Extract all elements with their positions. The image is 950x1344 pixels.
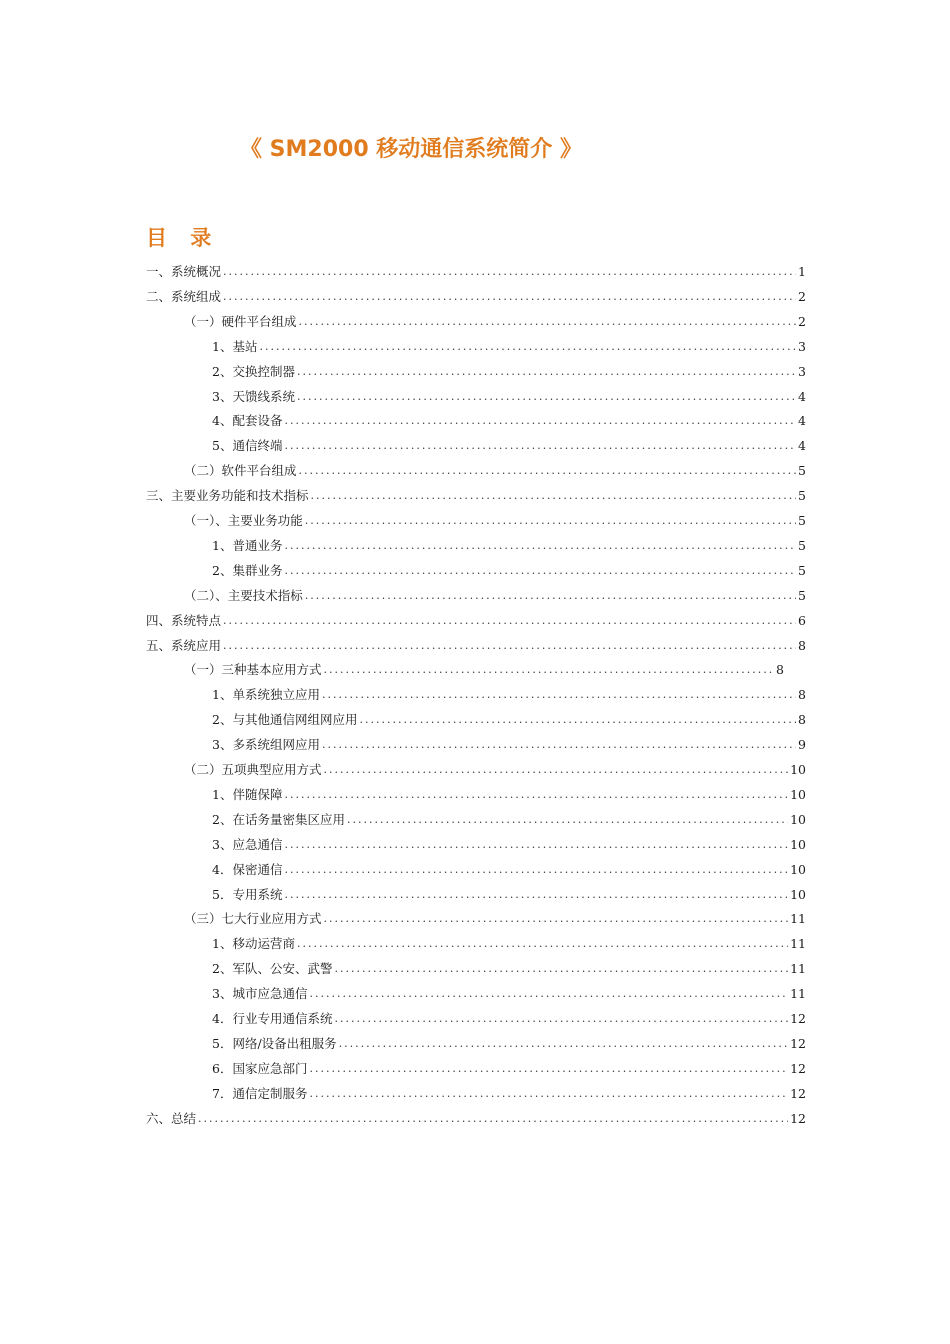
toc-entry-page-number: 3 [798, 338, 806, 354]
toc-entry-label: 2、集群业务 [212, 562, 283, 578]
toc-entry[interactable] [146, 262, 806, 282]
toc-entry-page-number: 4 [798, 438, 806, 454]
toc-leader-dots [284, 411, 796, 431]
toc-leader-dots [223, 262, 796, 282]
toc-leader-dots [299, 461, 797, 481]
toc-leader-dots [284, 885, 788, 905]
toc-heading: 目 录 [146, 226, 220, 250]
toc-entry[interactable] [212, 411, 806, 431]
toc-entry-label: （二）、主要技术指标 [184, 587, 303, 603]
toc-entry-page-number: 11 [790, 911, 806, 927]
document-title: 《 SM2000 移动通信系统简介 》 [240, 137, 582, 162]
toc-entry-label: （一）硬件平台组成 [184, 313, 297, 329]
toc-entry-page-number: 4 [798, 413, 806, 429]
toc-entry[interactable] [184, 909, 806, 929]
toc-leader-dots [297, 387, 796, 407]
toc-entry-label: （三）七大行业应用方式 [184, 911, 322, 927]
toc-entry-page-number: 10 [790, 836, 806, 852]
toc-entry-page-number: 5 [798, 488, 806, 504]
toc-entry-page-number: 2 [798, 313, 806, 329]
toc-entry-page-number: 5 [798, 587, 806, 603]
toc-entry-label: 二、系统组成 [146, 288, 222, 304]
toc-leader-dots [309, 1084, 788, 1104]
toc-entry[interactable] [212, 387, 806, 407]
toc-leader-dots [297, 934, 788, 954]
toc-entry[interactable] [146, 1109, 806, 1129]
toc-entry[interactable] [212, 835, 806, 855]
toc-entry[interactable] [184, 586, 806, 606]
toc-leader-dots [322, 735, 796, 755]
toc-entry-label: 6．国家应急部门 [212, 1060, 308, 1076]
toc-leader-dots [359, 710, 796, 730]
toc-entry-label: （一）、主要业务功能 [184, 513, 303, 528]
toc-entry[interactable] [212, 810, 806, 830]
toc-entry-label: 1、普通业务 [212, 537, 283, 553]
toc-leader-dots [284, 860, 788, 880]
toc-entry[interactable] [212, 337, 806, 357]
toc-entry-label: 4．保密通信 [212, 861, 283, 877]
toc-entry[interactable] [212, 710, 806, 730]
toc-entry-label: （一）三种基本应用方式 [184, 662, 322, 678]
toc-entry-label: 1、移动运营商 [212, 936, 295, 952]
toc-leader-dots [284, 785, 788, 805]
toc-entry-label: 一、系统概况 [146, 264, 222, 279]
toc-entry[interactable] [212, 1084, 806, 1104]
toc-leader-dots [324, 660, 775, 680]
toc-entry[interactable] [212, 1059, 806, 1079]
toc-entry[interactable] [212, 1009, 806, 1029]
toc-entry-page-number: 12 [790, 1110, 806, 1126]
toc-entry-page-number: 8 [798, 687, 806, 703]
toc-leader-dots [198, 1109, 788, 1129]
toc-entry-page-number: 10 [790, 861, 806, 877]
toc-entry-page-number: 4 [798, 388, 806, 404]
toc-entry-page-number: 5 [798, 463, 806, 479]
toc-entry-label: 4、配套设备 [212, 413, 283, 429]
toc-entry-label: （二）软件平台组成 [184, 463, 297, 479]
toc-entry-page-number: 2 [798, 288, 806, 304]
toc-entry-label: 2、交换控制器 [212, 363, 295, 379]
toc-leader-dots [311, 486, 797, 506]
toc-entry[interactable] [212, 561, 806, 581]
toc-entry-label: 2、军队、公安、武警 [212, 961, 333, 977]
toc-entry-page-number: 12 [790, 1085, 806, 1101]
toc-entry-label: 1、单系统独立应用 [212, 687, 320, 703]
toc-entry-page-number: 5 [798, 562, 806, 578]
toc-entry-label: 三、主要业务功能和技术指标 [146, 488, 309, 504]
toc-entry[interactable] [184, 660, 784, 680]
toc-leader-dots [223, 611, 796, 631]
toc-entry-page-number: 11 [790, 961, 806, 977]
toc-leader-dots [284, 436, 796, 456]
toc-entry-page-number: 5 [798, 513, 806, 528]
toc-entry-page-number: 9 [798, 737, 806, 753]
toc-entry[interactable] [146, 486, 806, 506]
toc-leader-dots [324, 909, 789, 929]
toc-entry-page-number: 6 [798, 612, 806, 628]
toc-entry-label: 7．通信定制服务 [212, 1085, 308, 1101]
toc-entry-page-number: 10 [790, 786, 806, 802]
toc-entry-page-number: 12 [790, 1035, 806, 1051]
toc-leader-dots [299, 312, 797, 332]
toc-entry[interactable] [184, 312, 806, 332]
toc-entry-page-number: 1 [798, 264, 806, 279]
toc-entry-page-number: 11 [790, 936, 806, 952]
toc-entry[interactable] [212, 735, 806, 755]
toc-entry[interactable] [212, 436, 806, 456]
toc-entry-page-number: 11 [790, 986, 806, 1002]
toc-entry-label: 5．网络/设备出租服务 [212, 1035, 337, 1051]
toc-entry[interactable] [212, 984, 806, 1004]
toc-entry[interactable] [146, 636, 806, 656]
toc-entry-page-number: 10 [790, 886, 806, 902]
toc-entry-label: （二）五项典型应用方式 [184, 762, 322, 777]
toc-entry[interactable] [184, 511, 806, 531]
toc-entry-label: 3、天馈线系统 [212, 388, 295, 404]
toc-entry-page-number: 5 [798, 537, 806, 553]
toc-entry-label: 2、与其他通信网组网应用 [212, 712, 358, 728]
toc-entry-label: 3、应急通信 [212, 836, 283, 852]
toc-entry[interactable] [184, 461, 806, 481]
toc-entry-label: 5．专用系统 [212, 886, 283, 902]
toc-leader-dots [347, 810, 788, 830]
toc-leader-dots [305, 586, 796, 606]
toc-entry-label: 五、系统应用 [146, 637, 222, 653]
toc-leader-dots [284, 835, 788, 855]
toc-entry[interactable] [212, 885, 806, 905]
toc-entry-page-number: 12 [790, 1060, 806, 1076]
toc-entry[interactable] [212, 536, 806, 556]
toc-entry-label: 4．行业专用通信系统 [212, 1011, 333, 1026]
toc-leader-dots [339, 1034, 788, 1054]
toc-entry-label: 1、基站 [212, 338, 258, 354]
toc-leader-dots [223, 636, 796, 656]
toc-entry-label: 四、系统特点 [146, 612, 222, 628]
toc-leader-dots [334, 959, 788, 979]
toc-entry-label: 5、通信终端 [212, 438, 283, 454]
toc-entry-page-number: 8 [798, 712, 806, 728]
toc-leader-dots [305, 511, 796, 531]
toc-leader-dots [284, 536, 796, 556]
toc-entry[interactable] [212, 362, 806, 382]
toc-entry[interactable] [212, 685, 806, 705]
toc-entry-page-number: 3 [798, 363, 806, 379]
toc-leader-dots [309, 1059, 788, 1079]
toc-entry-page-number: 12 [790, 1011, 806, 1026]
toc-entry[interactable] [212, 785, 806, 805]
toc-entry[interactable] [212, 860, 806, 880]
toc-entry-page-number: 8 [798, 637, 806, 653]
toc-leader-dots [309, 984, 788, 1004]
toc-entry[interactable] [146, 611, 806, 631]
toc-entry-page-number: 8 [776, 662, 784, 678]
toc-leader-dots [223, 287, 796, 307]
toc-entry[interactable] [212, 1034, 806, 1054]
toc-leader-dots [334, 1009, 788, 1029]
toc-entry-label: 3、城市应急通信 [212, 986, 308, 1002]
toc-leader-dots [324, 760, 789, 780]
toc-leader-dots [259, 337, 796, 357]
toc-entry-page-number: 10 [790, 762, 806, 777]
toc-entry-label: 1、伴随保障 [212, 786, 283, 802]
toc-leader-dots [297, 362, 796, 382]
toc-entry[interactable] [212, 934, 806, 954]
toc-entry[interactable] [184, 760, 806, 780]
toc-entry-label: 3、多系统组网应用 [212, 737, 320, 753]
toc-entry-label: 六、总结 [146, 1110, 197, 1126]
toc-entry[interactable] [146, 287, 806, 307]
toc-leader-dots [284, 561, 796, 581]
toc-leader-dots [322, 685, 796, 705]
toc-entry[interactable] [212, 959, 806, 979]
toc-entry-page-number: 10 [790, 811, 806, 827]
toc-entry-label: 2、在话务量密集区应用 [212, 811, 345, 827]
